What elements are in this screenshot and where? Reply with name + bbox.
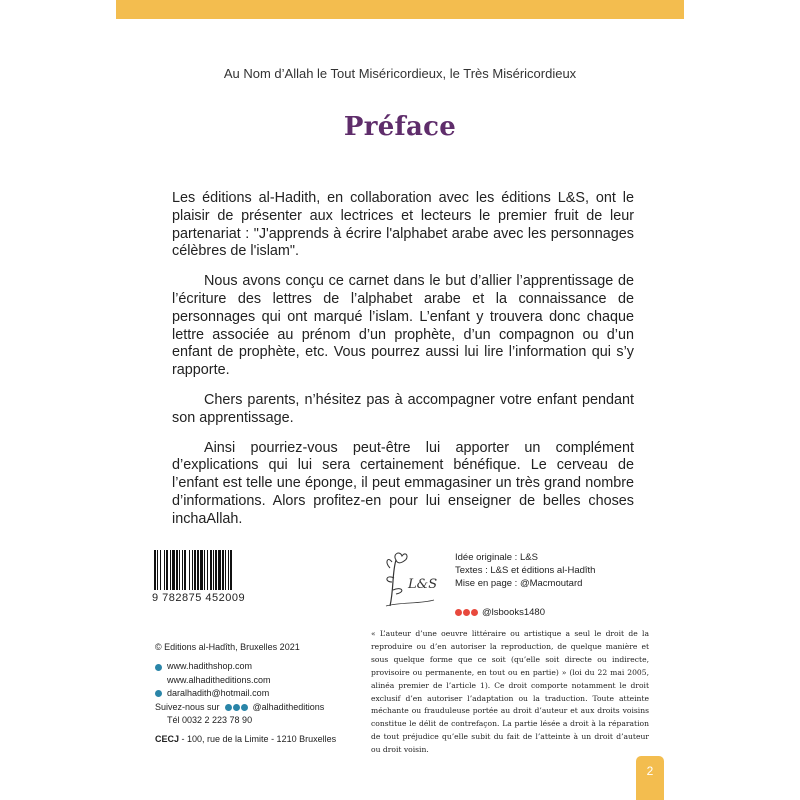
barcode-bar (179, 550, 180, 590)
ls-social-handle[interactable]: @lsbooks1480 (482, 607, 545, 618)
legal-notice: « L’auteur d’une oeuvre littéraire ou artistique a seul le droit de la reproduire ou d’en autoriser la reproduction, de quelque manière et sous quelque forme que ce soit (qu’elle soit directe ou indirecte, provisoire ou permanente, en tout ou en partie) » (loi du 22 mai 2005, alinéa premier de l’article 1). Ce droit comporte notamment le droit exclusif d’en autoriser l’adaptation ou la traduction. Toute atteinte méchante ou frauduleuse portée au droit d’auteur et aux droits voisins constitue le délit de contrefaçon. La partie lésée a droit à la réparation de tout préjudice qu’elle subit du fait de l’atteinte à un droit d’auteur ou droit voisin. (371, 629, 649, 755)
youtube-icon (471, 609, 478, 616)
facebook-icon (455, 609, 462, 616)
barcode-bar (160, 550, 161, 590)
credit-idea: Idée originale : L&S (455, 552, 538, 563)
paragraph-3: Chers parents, n’hésitez pas à accompagner votre enfant pendant son apprentissage. (172, 391, 634, 426)
flower-logo-icon (380, 548, 444, 608)
barcode-bar (204, 550, 205, 590)
barcode-bar (166, 550, 168, 590)
copyright: © Editions al-Hadîth, Bruxelles 2021 (155, 642, 300, 652)
barcode-bar (189, 550, 190, 590)
basmala-line: Au Nom d’Allah le Tout Miséricordieux, le Très Miséricordieux (223, 66, 577, 81)
barcode-bar (170, 550, 171, 590)
barcode-bar (184, 550, 186, 590)
barcode-bar (182, 550, 183, 590)
barcode-bar (200, 550, 203, 590)
email-link[interactable]: daralhadith@hotmail.com (167, 688, 270, 699)
globe-icon (155, 664, 162, 671)
publisher-info (155, 641, 336, 747)
barcode-bar (230, 550, 232, 590)
top-color-bar (116, 0, 684, 19)
address-line (155, 733, 336, 746)
credit-layout: Mise en page : @Macmoutard (455, 578, 583, 589)
instagram-icon (463, 609, 470, 616)
barcode-bar (164, 550, 165, 590)
barcode-bar (157, 550, 158, 590)
barcode-bar (154, 550, 156, 590)
credits-block (455, 551, 595, 590)
email-icon (155, 690, 162, 697)
isbn-barcode (152, 550, 262, 604)
barcode-bar (172, 550, 175, 590)
follow-label: Suivez-nous sur (155, 701, 220, 712)
barcode-bar (176, 550, 178, 590)
preface-body (172, 190, 634, 541)
barcode-bar (192, 550, 193, 590)
youtube-icon (241, 704, 248, 711)
barcode-bar (213, 550, 214, 590)
follow-social-icons (225, 704, 248, 711)
ls-logo (380, 548, 444, 608)
barcode-bar (222, 550, 224, 590)
barcode-bar (197, 550, 199, 590)
barcode-bar (228, 550, 229, 590)
instagram-icon (233, 704, 240, 711)
barcode-bar (210, 550, 212, 590)
page-number-tab (636, 756, 664, 800)
page-title: Préface (343, 112, 457, 142)
barcode-number: 9 782875 452009 (152, 592, 246, 604)
page-number: 2 (646, 764, 654, 778)
svg-text:L&S: L&S (408, 577, 438, 592)
phone: Tél 0032 2 223 78 90 (167, 715, 253, 726)
barcode-bar (215, 550, 217, 590)
barcode-bar (207, 550, 208, 590)
site-link-1[interactable]: www.hadithshop.com (167, 661, 253, 672)
credit-texts: Textes : L&S et éditions al-Hadîth (455, 565, 596, 576)
barcode-bars (152, 550, 260, 590)
paragraph-1: Les éditions al-Hadith, en collaboration avec les éditions L&S, ont le plaisir de présenter aux lectrices et lecteurs le premier fruit de leur partenariat : "J'apprends à écrire l'alphabet arabe avec les personnages célèbres de l'islam". (172, 190, 634, 260)
barcode-bar (225, 550, 226, 590)
social-icons (455, 609, 478, 616)
barcode-bar (194, 550, 196, 590)
facebook-icon (225, 704, 232, 711)
cecj-label: CECJ (155, 734, 180, 745)
paragraph-2: Nous avons conçu ce carnet dans le but d’allier l’apprentissage de l’écriture des lettres de l’alphabet arabe et la connaissance de personnages qui ont marqué l’islam. L’enfant y trouvera donc chaque lettre associée au prénom d’un prophète, d’un compagnon ou d’un enfant de prophète, etc. Vous pourrez aussi lui lire l’information qui s’y rapporte. (172, 273, 634, 379)
paragraph-4: Ainsi pourriez-vous peut-être lui apporter un complément d’explications qui lui sera certainement bénéfique. Le cerveau de l’enfant est telle une éponge, il peut emmagasiner un très grand nombre d’informations. Alors profitez-en pour lui enseigner de belles choses inchaAllah. (172, 439, 634, 527)
ls-social (455, 607, 545, 618)
address: - 100, rue de la Limite - 1210 Bruxelles (179, 734, 337, 745)
follow-handle[interactable]: @alhaditheditions (252, 701, 325, 712)
barcode-bar (218, 550, 221, 590)
site-link-2[interactable]: www.alhaditheditions.com (167, 674, 271, 685)
